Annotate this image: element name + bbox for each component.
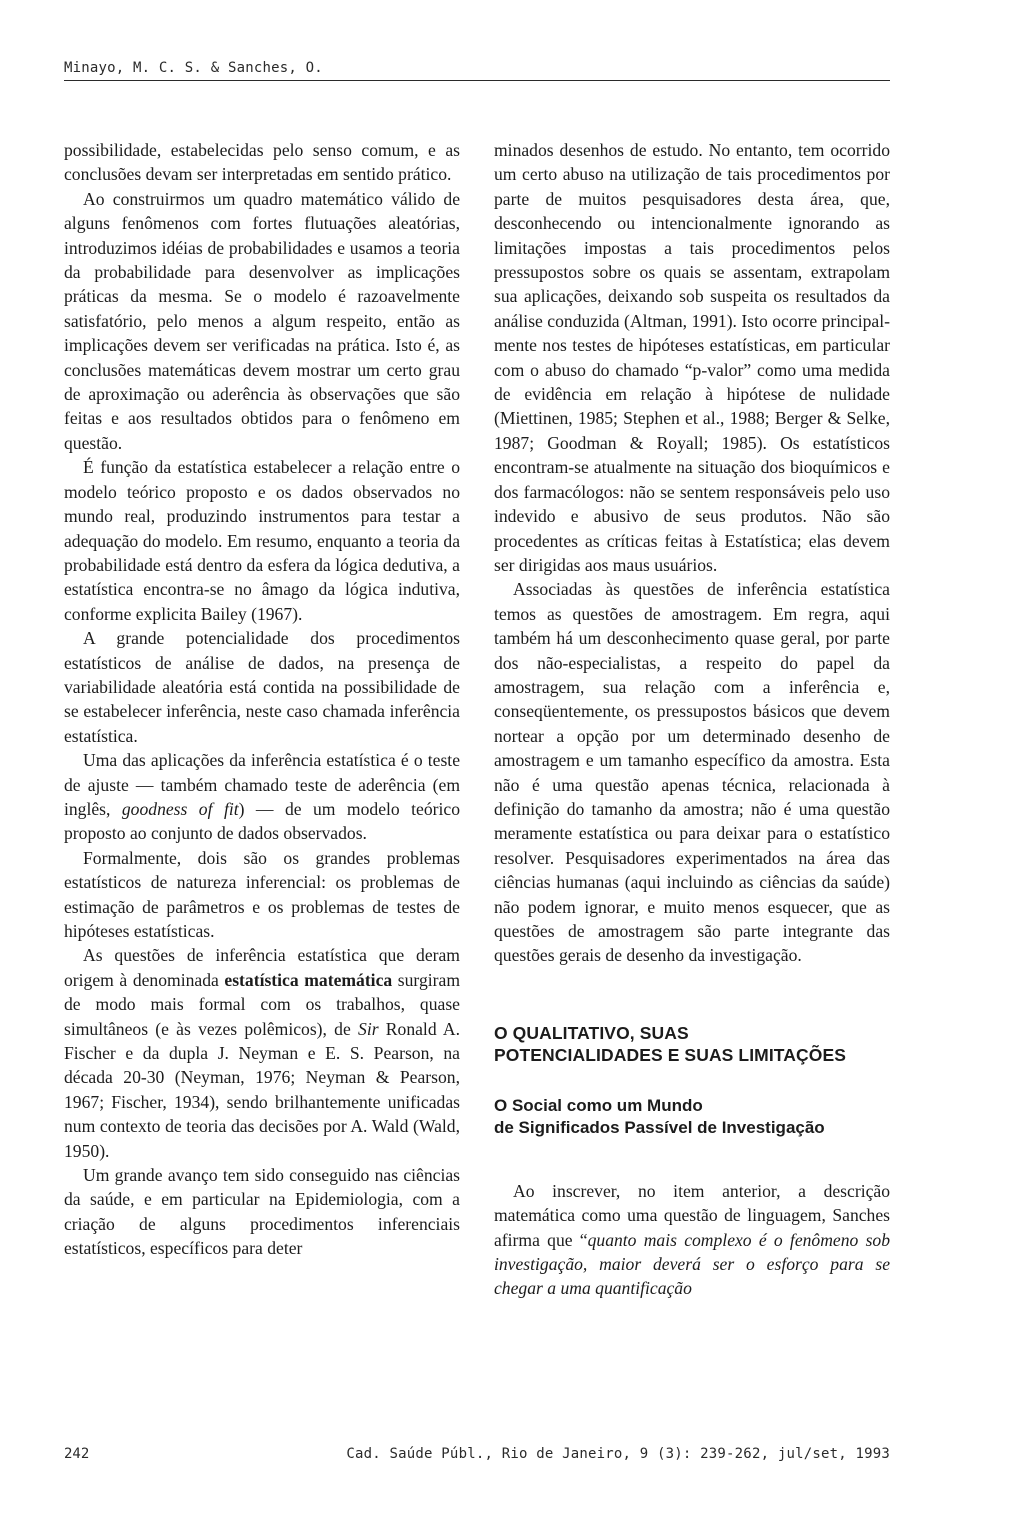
paragraph-goodness-of-fit bbox=[64, 748, 460, 846]
right-column bbox=[494, 138, 890, 1301]
page-number: 242 bbox=[64, 1446, 90, 1462]
text-run: Ronald A. Fischer e da dupla J. Neyman e E. S. Pearson, na década 20-30 (Neyman, 1976; Neyman & Pearson, 1967; Fischer, 1934), sendo brilhantemente unificadas num contexto de teoria das decisões por A. Wald (Wald, 1950). bbox=[64, 1018, 460, 1161]
bold-term-estatistica-matematica: estatística matemática bbox=[224, 969, 393, 990]
left-column bbox=[64, 138, 460, 1261]
running-head-authors: Minayo, M. C. S. & Sanches, O. bbox=[64, 60, 890, 81]
journal-citation: Cad. Saúde Públ., Rio de Janeiro, 9 (3): 239-262, jul/set, 1993 bbox=[346, 1446, 890, 1462]
text-run: Ao inscrever, no item anterior, a descrição matemática como uma questão de linguagem, Sanches afirma que “ bbox=[494, 1180, 890, 1250]
section-heading-line: POTENCIALIDADES E SUAS LIMITAÇÕES bbox=[494, 1044, 847, 1065]
text-run: As questões de inferência estatística que deram origem à denominada bbox=[64, 945, 460, 990]
subsection-heading-line: de Significados Passível de Investigação bbox=[494, 1117, 825, 1137]
paragraph-mathematical-statistics bbox=[64, 943, 460, 1163]
paragraph-health-sciences: Um grande avanço tem sido conseguido nas ciências da saúde, e em particular na Epidemiologia, com a criação de alguns procedimentos inferenciais estatísticos, específicos para deter bbox=[64, 1165, 460, 1259]
section-heading-line: O QUALITATIVO, SUAS bbox=[494, 1022, 689, 1043]
italic-term-goodness-of-fit: goodness of fit bbox=[121, 798, 239, 819]
paragraph-inference-potential: A grande potencialidade dos procedimentos estatísticos de análise de dados, na presença de variabilidade aleatória está contida na possibilidade de se estabelecer inferência, neste caso chamada inferência estatística. bbox=[64, 628, 460, 746]
text-run: ) — de um modelo teórico proposto ao conjunto de dados observados. bbox=[64, 798, 460, 844]
paragraph-continued-abuse: minados desenhos de estudo. No entanto, tem ocorrido um certo abuso na utilização de tais procedimentos por parte de muitos pesquisadores desta área, que, desconhecendo ou intencionalmente ignorando as limitações impostas a tais procedimentos pelos pressupostos sobre os quais se assentam, extrapolam sua aplicações, deixando sob suspeita os resultados da análise conduzida (Altman, 1991). Isto ocorre principalmente nos testes de hipóteses estatísticas, em particular com o abuso do chamado “p-valor” como uma medida de evidência em relação à hipótese de nulidade (Miettinen, 1985; Stephen et al., 1988; Berger & Selke, 1987; Goodman & Royall; 1985). Os estatísticos encontram-se atualmente na situação dos bioquímicos e dos farmacólogos: não se sentem responsáveis pelo uso indevido e abusivo de seus produtos. Não são procedentes as críticas feitas à Estatística; elas devem ser dirigidas aos maus usuários. bbox=[494, 140, 890, 575]
paragraph-continued: possibilidade, estabelecidas pelo senso comum, e as conclusões devam ser interpretadas em sentido prático. bbox=[64, 140, 460, 185]
paragraph-sampling: Associadas às questões de inferência estatística temos as questões de amostragem. Em regra, aqui também há um desconhecimento quase geral, por parte dos não-especialistas, a respeito do papel da amostragem, sua relação com a inferência e, conseqüentemente, os pressupostos básicos que devem nortear a opção por um determinado desenho de amostragem e um tamanho específico da amostra. Esta não é uma questão apenas técnica, relacionada à definição do tamanho da amostra; não é uma questão meramente estatística ou para deixar para o estatístico resolver. Pesquisadores experimentados na área das ciências humanas (aqui incluindo as ciências da saúde) não podem ignorar, e muito menos esquecer, que as questões de amostragem são parte integrante das questões gerais de desenho da investigação. bbox=[494, 579, 890, 966]
paragraph-sanches-quote bbox=[494, 1179, 890, 1301]
text-run: surgiram de modo mais formal com os trabalhos, quase simultâneos (e às vezes polêmicos), de bbox=[64, 969, 460, 1039]
subsection-heading bbox=[494, 1095, 890, 1139]
paragraph-statistics-function: É função da estatística estabelecer a relação entre o modelo teórico proposto e os dados observados no mundo real, produzindo instrumentos para testar a adequação do modelo. Em resumo, enquanto a teoria da probabilidade está dentro da esfera da lógica dedutiva, a estatística encontra-se no âmago da lógica indutiva, conforme explicita Bailey (1967). bbox=[64, 457, 460, 624]
text-run: Uma das aplicações da inferência estatística é o teste de ajuste — também chamado teste de aderência (em inglês, bbox=[64, 750, 460, 819]
italic-term-sir: Sir bbox=[358, 1018, 379, 1039]
italic-quote: quanto mais complexo é o fenômeno sob investigação, maior deverá ser o esforço para se chegar a uma quantificação bbox=[494, 1229, 891, 1299]
paragraph-inferential-problems: Formalmente, dois são os grandes problemas estatísticos de natureza inferencial: os problemas de estimação de parâmetros e os problemas de testes de hipóteses estatísticas. bbox=[64, 847, 460, 941]
paragraph-mathematical-model: Ao construirmos um quadro matemático válido de alguns fenômenos com fortes flutuações aleatórias, introduzimos idéias de probabilidades e usamos a teoria da probabilidade para desenvolver as implicações práticas da mesma. Se o modelo é razoavelmente satisfatório, pelo menos a algum respeito, então as implicações devem ser verificadas na prática. Isto é, as conclusões matemáticas devem mostrar um certo grau de aproximação ou aderência às observações que são feitas e aos resultados obtidos para o fenômeno em questão. bbox=[64, 188, 460, 453]
section-heading bbox=[494, 1022, 890, 1066]
subsection-heading-line: O Social como um Mundo bbox=[494, 1095, 703, 1115]
